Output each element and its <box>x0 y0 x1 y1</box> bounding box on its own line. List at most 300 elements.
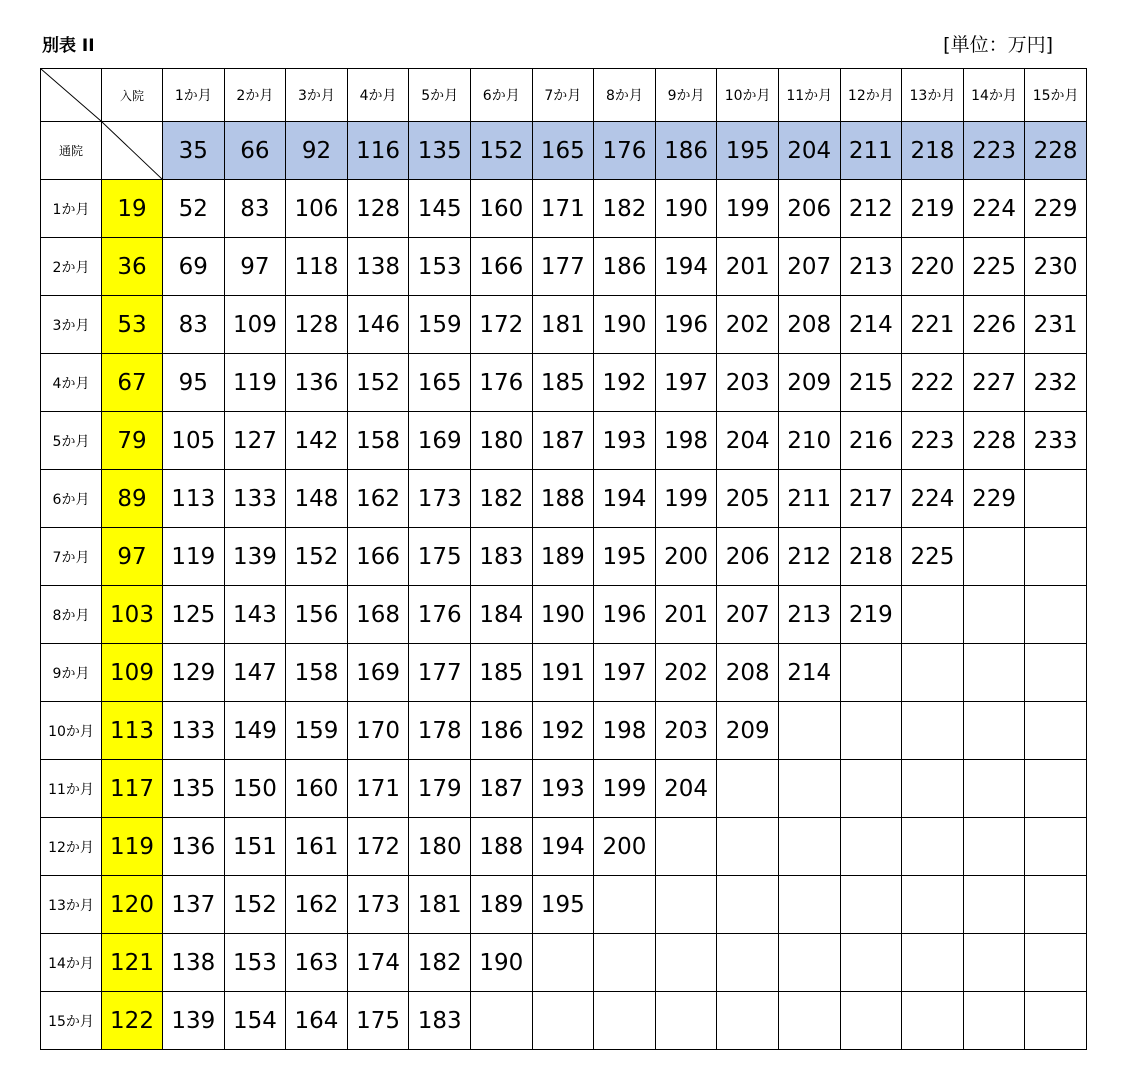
table-cell: 138 <box>347 238 409 296</box>
table-cell: 106 <box>286 180 348 238</box>
table-cell: 213 <box>778 586 840 644</box>
table-cell: 219 <box>840 586 902 644</box>
table-cell: 52 <box>163 180 225 238</box>
table-cell: 176 <box>409 586 471 644</box>
table-row <box>41 354 1087 412</box>
outpatient-only-cell: 19 <box>102 180 163 238</box>
table-cell <box>1025 586 1087 644</box>
table-cell: 214 <box>840 296 902 354</box>
inpatient-only-cell: 211 <box>840 122 902 180</box>
table-cell <box>1025 934 1087 992</box>
table-cell: 193 <box>594 412 656 470</box>
table-cell: 150 <box>224 760 286 818</box>
table-cell: 213 <box>840 238 902 296</box>
table-cell: 187 <box>532 412 594 470</box>
row-header: 1か月 <box>41 180 102 238</box>
outpatient-only-cell: 67 <box>102 354 163 412</box>
table-cell: 177 <box>409 644 471 702</box>
outpatient-only-cell: 79 <box>102 412 163 470</box>
column-header: 1か月 <box>163 69 225 122</box>
table-cell: 212 <box>840 180 902 238</box>
table-cell: 184 <box>470 586 532 644</box>
table-cell <box>778 934 840 992</box>
inpatient-only-cell: 176 <box>594 122 656 180</box>
inpatient-only-cell: 204 <box>778 122 840 180</box>
table-cell: 176 <box>470 354 532 412</box>
table-row <box>41 644 1087 702</box>
table-row <box>41 296 1087 354</box>
table-cell <box>655 818 717 876</box>
table-cell: 165 <box>409 354 471 412</box>
column-header: 4か月 <box>347 69 409 122</box>
outpatient-only-cell: 36 <box>102 238 163 296</box>
table-cell: 178 <box>409 702 471 760</box>
inpatient-only-cell: 165 <box>532 122 594 180</box>
table-cell <box>778 760 840 818</box>
table-cell: 191 <box>532 644 594 702</box>
table-cell: 109 <box>224 296 286 354</box>
column-header: 11か月 <box>778 69 840 122</box>
table-cell: 201 <box>717 238 779 296</box>
column-header: 3か月 <box>286 69 348 122</box>
table-cell <box>902 644 964 702</box>
table-cell <box>963 760 1025 818</box>
inpatient-only-cell: 195 <box>717 122 779 180</box>
table-cell: 192 <box>532 702 594 760</box>
table-cell <box>778 992 840 1050</box>
table-cell: 211 <box>778 470 840 528</box>
table-cell <box>1025 818 1087 876</box>
table-cell: 125 <box>163 586 225 644</box>
table-cell: 215 <box>840 354 902 412</box>
outpatient-only-cell: 120 <box>102 876 163 934</box>
table-cell <box>840 818 902 876</box>
table-row <box>41 934 1087 992</box>
table-cell: 189 <box>470 876 532 934</box>
table-cell: 230 <box>1025 238 1087 296</box>
table-cell <box>902 934 964 992</box>
column-header: 5か月 <box>409 69 471 122</box>
table-cell: 229 <box>963 470 1025 528</box>
table-cell <box>532 992 594 1050</box>
outpatient-axis-label: 通院 <box>41 122 102 180</box>
column-header: 9か月 <box>655 69 717 122</box>
outpatient-only-cell: 119 <box>102 818 163 876</box>
table-cell: 129 <box>163 644 225 702</box>
table-cell: 200 <box>655 528 717 586</box>
table-cell: 216 <box>840 412 902 470</box>
inpatient-only-cell: 218 <box>902 122 964 180</box>
table-cell <box>655 934 717 992</box>
table-cell: 169 <box>409 412 471 470</box>
table-cell <box>963 992 1025 1050</box>
table-cell <box>1025 528 1087 586</box>
table-cell: 185 <box>532 354 594 412</box>
table-cell: 171 <box>532 180 594 238</box>
table-cell: 162 <box>286 876 348 934</box>
table-cell: 95 <box>163 354 225 412</box>
table-cell: 199 <box>594 760 656 818</box>
table-cell: 105 <box>163 412 225 470</box>
table-cell: 146 <box>347 296 409 354</box>
table-cell <box>1025 876 1087 934</box>
table-cell: 221 <box>902 296 964 354</box>
row-header: 7か月 <box>41 528 102 586</box>
table-cell: 208 <box>717 644 779 702</box>
table-cell: 195 <box>594 528 656 586</box>
table-cell <box>902 876 964 934</box>
table-cell <box>655 876 717 934</box>
table-cell: 149 <box>224 702 286 760</box>
inpatient-only-cell: 66 <box>224 122 286 180</box>
table-cell <box>594 876 656 934</box>
column-header: 7か月 <box>532 69 594 122</box>
table-cell: 147 <box>224 644 286 702</box>
table-cell: 183 <box>470 528 532 586</box>
table-row <box>41 412 1087 470</box>
outpatient-only-cell: 113 <box>102 702 163 760</box>
table-cell: 220 <box>902 238 964 296</box>
table-cell: 183 <box>409 992 471 1050</box>
table-cell <box>778 876 840 934</box>
table-cell: 186 <box>470 702 532 760</box>
outpatient-only-cell: 109 <box>102 644 163 702</box>
table-cell: 83 <box>163 296 225 354</box>
table-cell: 153 <box>224 934 286 992</box>
table-cell: 181 <box>409 876 471 934</box>
table-cell: 142 <box>286 412 348 470</box>
table-cell <box>717 876 779 934</box>
table-cell: 152 <box>286 528 348 586</box>
outpatient-only-cell: 53 <box>102 296 163 354</box>
table-cell: 161 <box>286 818 348 876</box>
table-cell: 175 <box>409 528 471 586</box>
table-cell <box>717 934 779 992</box>
table-cell: 158 <box>347 412 409 470</box>
table-cell: 198 <box>594 702 656 760</box>
table-cell: 133 <box>163 702 225 760</box>
table-cell: 160 <box>470 180 532 238</box>
table-cell: 164 <box>286 992 348 1050</box>
table-cell: 228 <box>963 412 1025 470</box>
table-cell: 135 <box>163 760 225 818</box>
table-cell: 119 <box>224 354 286 412</box>
table-cell: 153 <box>409 238 471 296</box>
outpatient-only-cell: 117 <box>102 760 163 818</box>
table-cell: 226 <box>963 296 1025 354</box>
table-cell: 189 <box>532 528 594 586</box>
table-cell: 154 <box>224 992 286 1050</box>
column-header: 10か月 <box>717 69 779 122</box>
table-cell: 152 <box>224 876 286 934</box>
table-cell: 162 <box>347 470 409 528</box>
table-cell: 168 <box>347 586 409 644</box>
table-cell: 152 <box>347 354 409 412</box>
column-header: 14か月 <box>963 69 1025 122</box>
table-cell: 180 <box>409 818 471 876</box>
inpatient-only-cell: 92 <box>286 122 348 180</box>
table-cell <box>594 992 656 1050</box>
table-cell: 181 <box>532 296 594 354</box>
inpatient-axis-label: 入院 <box>102 69 163 122</box>
table-cell: 219 <box>902 180 964 238</box>
table-cell <box>1025 760 1087 818</box>
table-cell <box>902 760 964 818</box>
outpatient-only-cell: 97 <box>102 528 163 586</box>
table-cell: 201 <box>655 586 717 644</box>
table-cell <box>655 992 717 1050</box>
table-cell <box>963 586 1025 644</box>
table-cell: 210 <box>778 412 840 470</box>
table-cell: 207 <box>778 238 840 296</box>
row-header: 8か月 <box>41 586 102 644</box>
table-cell: 128 <box>286 296 348 354</box>
table-cell: 209 <box>717 702 779 760</box>
table-cell <box>963 876 1025 934</box>
table-cell: 185 <box>470 644 532 702</box>
table-cell <box>1025 644 1087 702</box>
table-cell: 133 <box>224 470 286 528</box>
table-cell: 166 <box>347 528 409 586</box>
table-cell <box>840 702 902 760</box>
inpatient-only-cell: 152 <box>470 122 532 180</box>
outpatient-only-cell: 122 <box>102 992 163 1050</box>
column-header: 12か月 <box>840 69 902 122</box>
table-cell <box>1025 702 1087 760</box>
inpatient-only-cell: 223 <box>963 122 1025 180</box>
table-cell: 192 <box>594 354 656 412</box>
table-cell: 197 <box>594 644 656 702</box>
inpatient-only-cell: 116 <box>347 122 409 180</box>
table-cell: 175 <box>347 992 409 1050</box>
table-cell: 222 <box>902 354 964 412</box>
table-row <box>41 528 1087 586</box>
table-cell <box>840 760 902 818</box>
table-cell: 136 <box>163 818 225 876</box>
table-cell: 179 <box>409 760 471 818</box>
table-cell: 182 <box>594 180 656 238</box>
table-cell: 158 <box>286 644 348 702</box>
table-cell: 199 <box>717 180 779 238</box>
column-header: 6か月 <box>470 69 532 122</box>
row-header: 4か月 <box>41 354 102 412</box>
table-row <box>41 586 1087 644</box>
row-header: 9か月 <box>41 644 102 702</box>
table-row <box>41 238 1087 296</box>
column-header: 15か月 <box>1025 69 1087 122</box>
table-cell: 196 <box>594 586 656 644</box>
table-cell: 202 <box>717 296 779 354</box>
table-cell: 177 <box>532 238 594 296</box>
table-cell: 207 <box>717 586 779 644</box>
table-row <box>41 180 1087 238</box>
corner-cell-top <box>41 69 102 122</box>
table-cell: 203 <box>655 702 717 760</box>
table-cell: 119 <box>163 528 225 586</box>
table-cell: 166 <box>470 238 532 296</box>
table-cell: 204 <box>655 760 717 818</box>
table-cell <box>963 818 1025 876</box>
table-cell: 227 <box>963 354 1025 412</box>
table-cell: 173 <box>347 876 409 934</box>
column-header: 2か月 <box>224 69 286 122</box>
table-cell: 212 <box>778 528 840 586</box>
table-row <box>41 818 1087 876</box>
table-cell: 97 <box>224 238 286 296</box>
table-cell: 206 <box>717 528 779 586</box>
outpatient-only-cell: 89 <box>102 470 163 528</box>
table-cell: 118 <box>286 238 348 296</box>
table-cell <box>717 818 779 876</box>
row-header: 15か月 <box>41 992 102 1050</box>
table-cell: 190 <box>470 934 532 992</box>
table-cell <box>1025 470 1087 528</box>
table-title: 別表 II <box>42 36 95 56</box>
table-cell: 231 <box>1025 296 1087 354</box>
table-cell: 190 <box>655 180 717 238</box>
table-cell <box>470 992 532 1050</box>
diagonal-line-icon <box>102 122 162 179</box>
table-cell: 190 <box>532 586 594 644</box>
table-cell: 113 <box>163 470 225 528</box>
table-cell <box>963 702 1025 760</box>
inpatient-only-cell: 228 <box>1025 122 1087 180</box>
table-cell: 214 <box>778 644 840 702</box>
table-cell <box>840 992 902 1050</box>
diagonal-line-icon <box>41 69 101 121</box>
table-cell: 173 <box>409 470 471 528</box>
table-cell: 182 <box>470 470 532 528</box>
table-body <box>41 69 1087 1050</box>
inpatient-only-row <box>41 122 1087 180</box>
table-cell: 218 <box>840 528 902 586</box>
table-cell: 138 <box>163 934 225 992</box>
table-cell <box>902 818 964 876</box>
table-cell: 139 <box>224 528 286 586</box>
table-cell: 225 <box>963 238 1025 296</box>
table-cell <box>594 934 656 992</box>
table-cell: 188 <box>532 470 594 528</box>
row-header: 5か月 <box>41 412 102 470</box>
outpatient-only-cell: 103 <box>102 586 163 644</box>
table-cell: 208 <box>778 296 840 354</box>
table-cell <box>902 702 964 760</box>
table-cell <box>902 992 964 1050</box>
table-cell: 163 <box>286 934 348 992</box>
table-cell: 187 <box>470 760 532 818</box>
table-cell: 136 <box>286 354 348 412</box>
table-cell: 172 <box>347 818 409 876</box>
table-cell: 188 <box>470 818 532 876</box>
table-cell: 148 <box>286 470 348 528</box>
table-cell: 182 <box>409 934 471 992</box>
table-cell: 224 <box>902 470 964 528</box>
column-header: 13か月 <box>902 69 964 122</box>
table-cell: 209 <box>778 354 840 412</box>
table-cell <box>717 760 779 818</box>
table-cell: 83 <box>224 180 286 238</box>
table-cell: 143 <box>224 586 286 644</box>
table-cell: 127 <box>224 412 286 470</box>
table-cell: 203 <box>717 354 779 412</box>
corner-cell-bottom <box>102 122 163 180</box>
table-cell <box>963 528 1025 586</box>
inpatient-only-cell: 135 <box>409 122 471 180</box>
table-cell: 198 <box>655 412 717 470</box>
table-row <box>41 876 1087 934</box>
row-header: 10か月 <box>41 702 102 760</box>
row-header: 3か月 <box>41 296 102 354</box>
header-row <box>41 69 1087 122</box>
table-cell <box>778 702 840 760</box>
table-cell: 159 <box>409 296 471 354</box>
table-cell: 200 <box>594 818 656 876</box>
table-cell: 194 <box>594 470 656 528</box>
row-header: 14か月 <box>41 934 102 992</box>
table-cell: 159 <box>286 702 348 760</box>
table-cell: 171 <box>347 760 409 818</box>
table-cell <box>717 992 779 1050</box>
row-header: 6か月 <box>41 470 102 528</box>
table-cell <box>1025 992 1087 1050</box>
table-cell <box>840 876 902 934</box>
table-cell: 169 <box>347 644 409 702</box>
table-row <box>41 702 1087 760</box>
table-cell: 202 <box>655 644 717 702</box>
outpatient-only-cell: 121 <box>102 934 163 992</box>
table-cell: 225 <box>902 528 964 586</box>
table-cell: 194 <box>532 818 594 876</box>
table-cell <box>963 644 1025 702</box>
row-header: 13か月 <box>41 876 102 934</box>
compensation-table <box>40 68 1087 1050</box>
row-header: 11か月 <box>41 760 102 818</box>
table-cell <box>778 818 840 876</box>
table-cell: 223 <box>902 412 964 470</box>
table-cell <box>963 934 1025 992</box>
table-cell: 160 <box>286 760 348 818</box>
table-row <box>41 992 1087 1050</box>
row-header: 2か月 <box>41 238 102 296</box>
table-cell <box>840 934 902 992</box>
table-cell: 156 <box>286 586 348 644</box>
table-cell: 172 <box>470 296 532 354</box>
table-cell <box>902 586 964 644</box>
table-cell: 170 <box>347 702 409 760</box>
table-cell: 174 <box>347 934 409 992</box>
table-cell <box>840 644 902 702</box>
table-cell <box>532 934 594 992</box>
row-header: 12か月 <box>41 818 102 876</box>
table-cell: 199 <box>655 470 717 528</box>
table-cell: 229 <box>1025 180 1087 238</box>
table-cell: 195 <box>532 876 594 934</box>
table-cell: 196 <box>655 296 717 354</box>
table-cell: 151 <box>224 818 286 876</box>
table-cell: 180 <box>470 412 532 470</box>
table-row <box>41 470 1087 528</box>
table-cell: 217 <box>840 470 902 528</box>
table-row <box>41 760 1087 818</box>
table-cell: 145 <box>409 180 471 238</box>
inpatient-only-cell: 35 <box>163 122 225 180</box>
table-cell: 186 <box>594 238 656 296</box>
inpatient-only-cell: 186 <box>655 122 717 180</box>
table-cell: 190 <box>594 296 656 354</box>
table-cell: 194 <box>655 238 717 296</box>
table-cell: 197 <box>655 354 717 412</box>
table-cell: 139 <box>163 992 225 1050</box>
